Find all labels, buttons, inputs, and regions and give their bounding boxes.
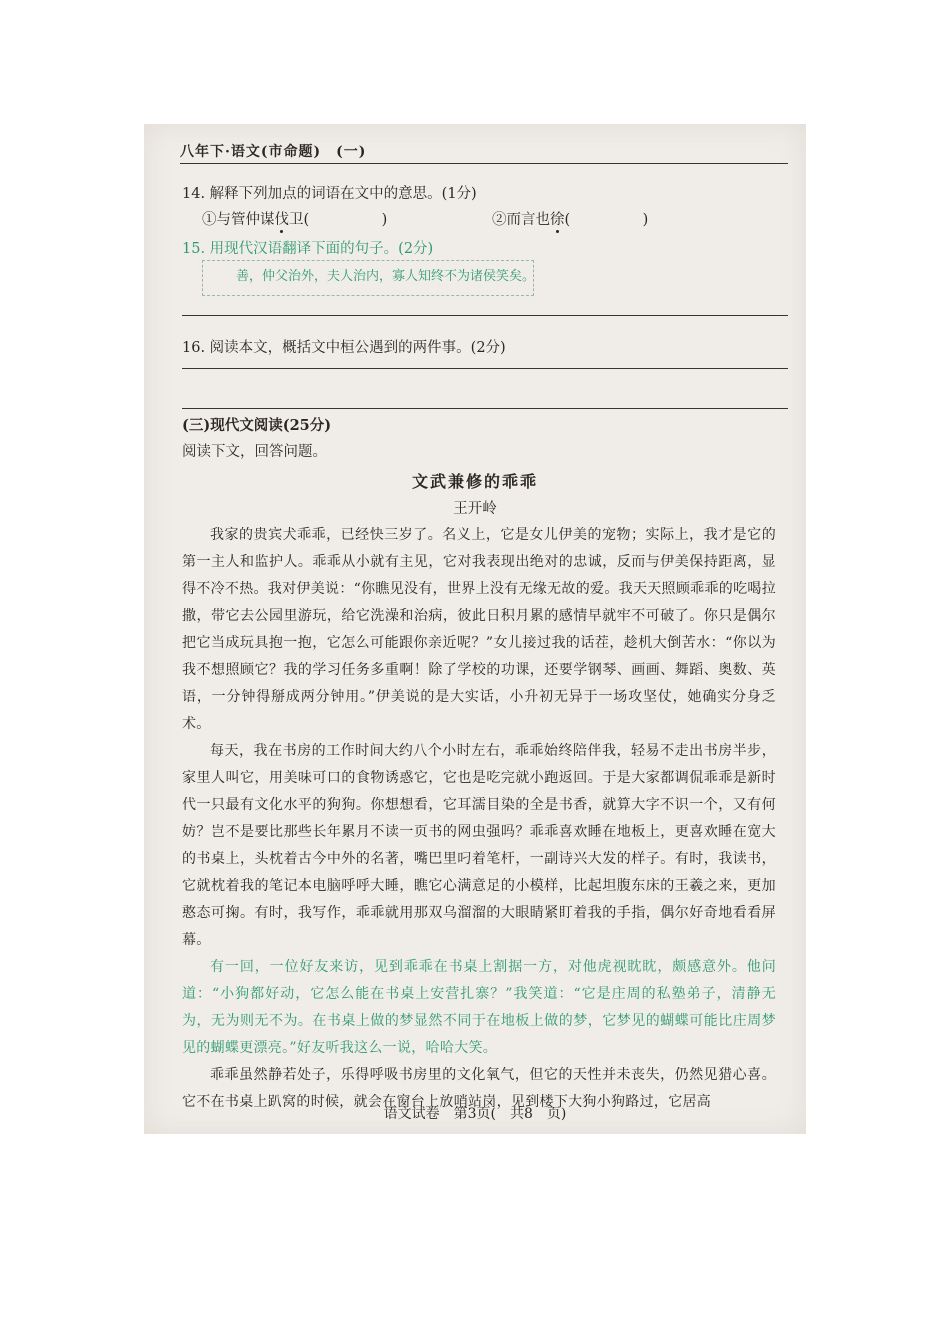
page-footer: 语文试卷 第3页( 共8 页) [383, 1106, 567, 1122]
section-instruction: 阅读下文，回答问题。 [182, 444, 327, 460]
question-15-stem: 15. 用现代汉语翻译下面的句子。(2分) [182, 241, 434, 257]
question-16-stem: 16. 阅读本文，概括文中桓公遇到的两件事。(2分) [182, 340, 506, 356]
article-paragraph: 我家的贵宾犬乖乖，已经快三岁了。名义上，它是女儿伊美的宠物；实际上，我才是它的第一主人和监护人。乖乖从小就有主见，它对我表现出绝对的忠诚，反而与伊美保持距离，显得不冷不热。我对伊美说：“你瞧见没有，世界上没有无缘无故的爱。我天天照顾乖乖的吃喝拉撒，带它去公园里游玩，给它洗澡和治病，彼此日积月累的感情早就牢不可破了。你只是偶尔把它当成玩具抱一抱，它怎么可能跟你亲近呢？”女儿接过我的话茬，趁机大倒苦水：“你以为我不想照顾它？我的学习任务多重啊！除了学校的功课，还要学钢琴、画画、舞蹈、奥数、英语，一分钟得掰成两分钟用。”伊美说的是大实话，小升初无异于一场攻坚仗，她确实分身乏术。 [182, 527, 776, 732]
article-body [182, 522, 776, 1116]
header-rule [180, 163, 788, 164]
section-heading: (三)现代文阅读(25分) [182, 417, 332, 434]
answer-line-16a[interactable] [182, 368, 788, 369]
q14-item2-prefix: ②而言也 [492, 212, 550, 228]
q14-item2-dotted-word: 徐 [550, 212, 565, 228]
article-paragraph-highlighted: 有一回，一位好友来访，见到乖乖在书桌上割据一方，对他虎视眈眈，颇感意外。他问道：“小狗都好动，它怎么能在书桌上安营扎寨？”我笑道：“它是庄周的私塾弟子，清静无为，无为则无不为。在书桌上做的梦显然不同于在地板上做的梦，它梦见的蝴蝶可能比庄周梦见的蝴蝶更漂亮。”好友听我这么一说，哈哈大笑。 [182, 959, 776, 1056]
page-header: 八年下·语文(市命题) (一) [180, 144, 367, 160]
q14-item1-suffix: 卫( ) [289, 212, 388, 228]
q14-item1-prefix: ①与管仲谋 [202, 212, 275, 228]
question-14-stem: 14. 解释下列加点的词语在文中的意思。(1分) [182, 186, 477, 202]
answer-line-16b[interactable] [182, 408, 788, 409]
article-title: 文武兼修的乖乖 [411, 472, 538, 491]
article-paragraph: 乖乖虽然静若处子，乐得呼吸书房里的文化氧气，但它的天性并未丧失，仍然见猎心喜。它不在书桌上趴窝的时候，就会在窗台上放哨站岗，见到楼下大狗小狗路过，它居高 [182, 1067, 776, 1110]
question-14-item-2 [492, 208, 648, 229]
article-paragraph: 每天，我在书房的工作时间大约八个小时左右，乖乖始终陪伴我，轻易不走出书房半步，家里人叫它，用美味可口的食物诱惑它，它也是吃完就小跑返回。于是大家都调侃乖乖是新时代一只最有文化水平的狗狗。你想想看，它耳濡目染的全是书香，就算大字不识一个，又有何妨？岂不是要比那些长年累月不读一页书的网虫强吗？乖乖喜欢睡在地板上，更喜欢睡在宽大的书桌上，头枕着古今中外的名著，嘴巴里叼着笔杆，一副诗兴大发的样子。有时，我读书，它就枕着我的笔记本电脑呼呼大睡，瞧它心满意足的小模样，比起坦腹东床的王羲之来，更加憨态可掬。有时，我写作，乖乖就用那双乌溜溜的大眼睛紧盯着我的手指，偶尔好奇地看看屏幕。 [182, 743, 776, 948]
question-14-item-1 [202, 208, 387, 229]
answer-line-15[interactable] [182, 315, 788, 316]
question-15-sentence: 善，仲父治外，夫人治内，寡人知终不为诸侯笑矣。 [236, 269, 536, 284]
article-author: 王开岭 [453, 501, 497, 517]
q14-item2-suffix: ( ) [564, 212, 649, 228]
q14-item1-dotted-word: 伐 [274, 212, 289, 228]
exam-page [144, 124, 806, 1134]
